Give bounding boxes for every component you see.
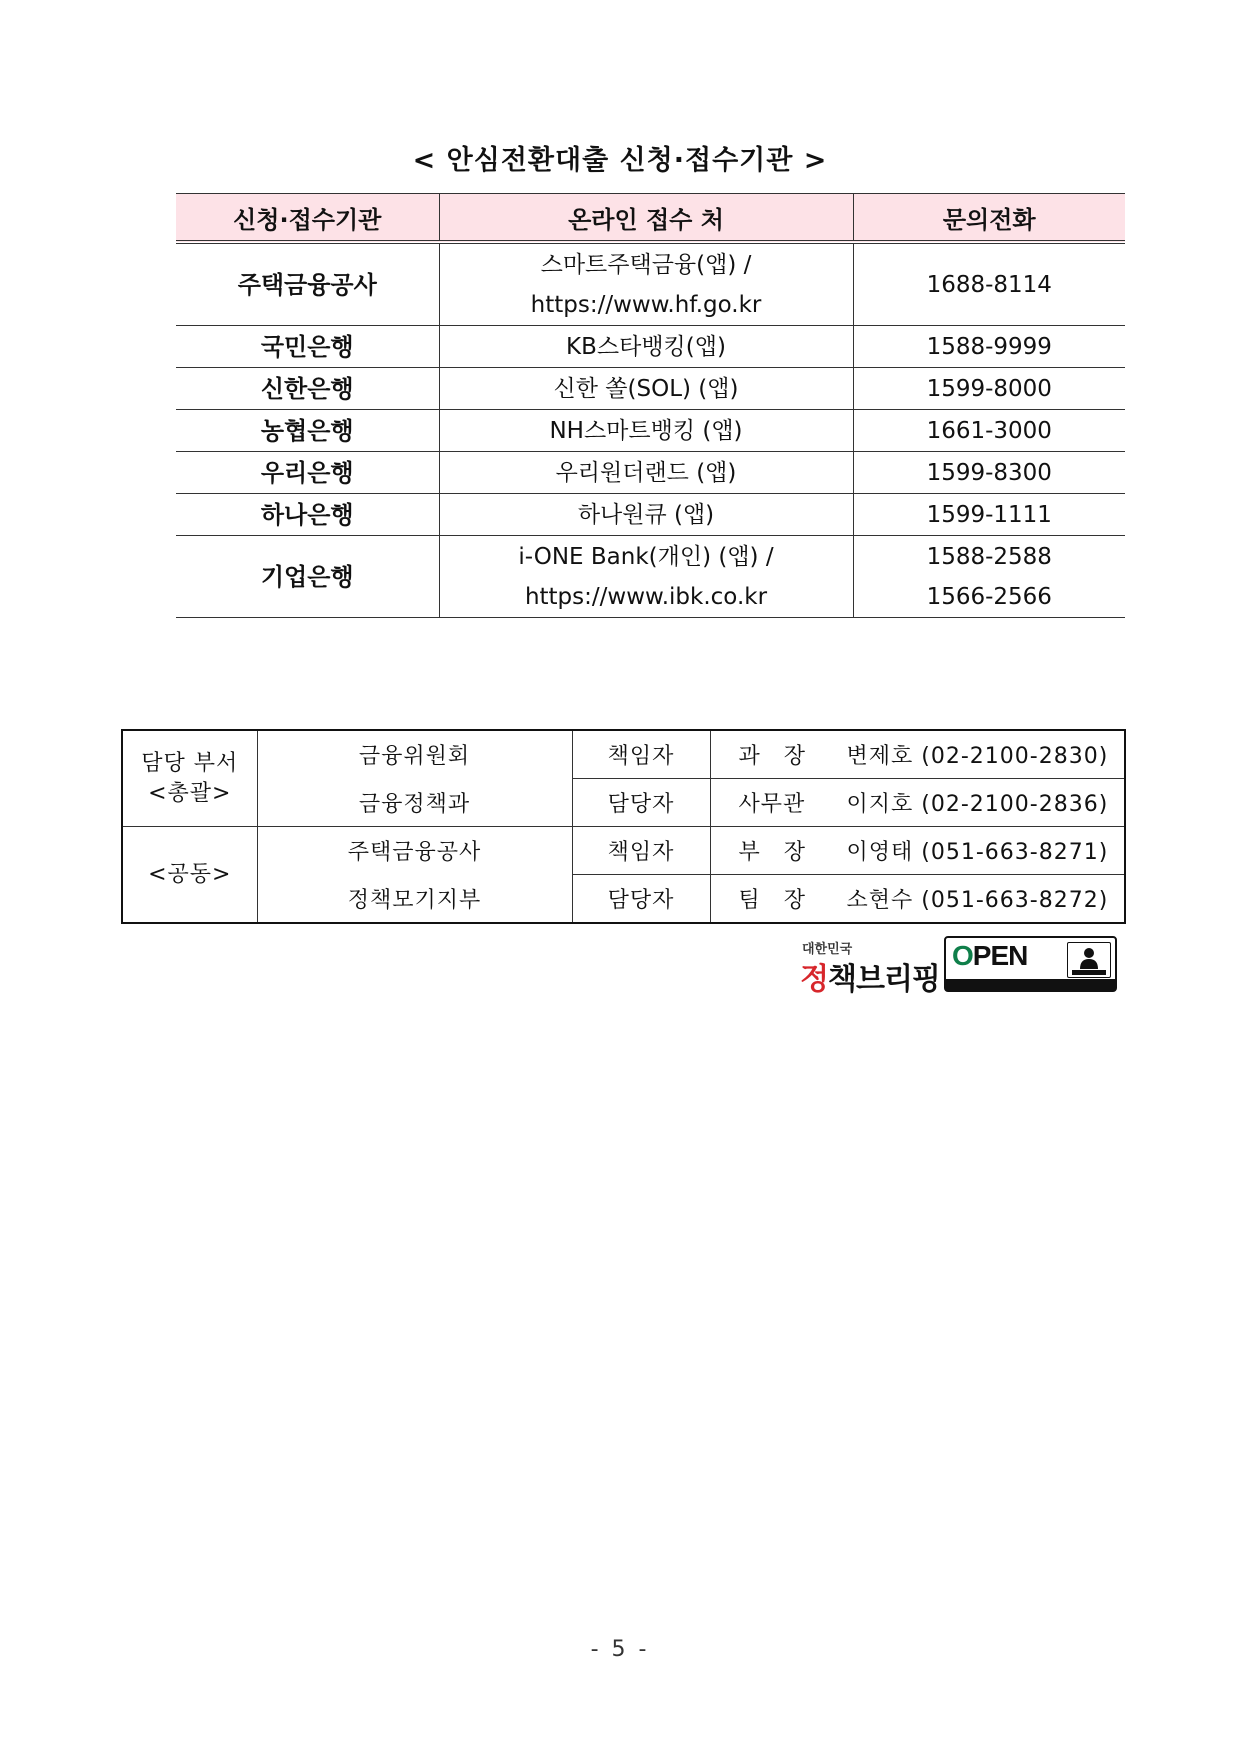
contact-table	[121, 729, 1126, 924]
org-cell: 금융정책과	[257, 779, 572, 827]
phone-number: 1599-8300	[853, 452, 1125, 494]
role-cell: 책임자	[572, 730, 710, 779]
header-online: 온라인 접수 처	[439, 194, 853, 243]
role-cell: 책임자	[572, 827, 710, 875]
person-cell: 팀 장 소현수 (051-663-8272)	[710, 875, 1125, 924]
org-name: 우리은행	[176, 452, 439, 494]
table-row	[176, 494, 1125, 536]
online-channel: NH스마트뱅킹 (앱)	[439, 410, 853, 452]
policy-briefing-logo: 대한민국 정책브리핑	[800, 942, 940, 997]
contact-phone: (02-2100-2836)	[921, 792, 1109, 817]
phone-number: 1599-8000	[853, 368, 1125, 410]
page-number: - 5 -	[590, 1637, 650, 1662]
table-row	[122, 730, 1125, 779]
table-row	[122, 779, 1125, 827]
online-channel: 하나원큐 (앱)	[439, 494, 853, 536]
org-name: 하나은행	[176, 494, 439, 536]
org-name: 신한은행	[176, 368, 439, 410]
org-cell: 정책모기지부	[257, 875, 572, 924]
department-cell: 담당 부서 <총괄>	[122, 730, 257, 827]
document-title: < 안심전환대출 신청·접수기관 >	[412, 145, 828, 176]
org-name: 기업은행	[176, 536, 439, 618]
url-link[interactable]: https://www.ibk.co.kr	[524, 583, 768, 610]
phone-number: 1661-3000	[853, 410, 1125, 452]
header-institution: 신청·접수기관	[176, 194, 439, 243]
department-cell: <공동>	[122, 827, 257, 924]
online-channel: 신한 쏠(SOL) (앱)	[439, 368, 853, 410]
org-name: 농협은행	[176, 410, 439, 452]
table-row	[176, 410, 1125, 452]
table-header-row	[176, 194, 1125, 243]
header-phone: 문의전화	[853, 194, 1125, 243]
table-row	[176, 536, 1125, 618]
phone-number: 1588-2588 1566-2566	[853, 536, 1125, 618]
org-name: 주택금융공사	[176, 242, 439, 326]
table-row	[176, 368, 1125, 410]
url-link[interactable]: https://www.hf.go.kr	[530, 291, 762, 318]
institutions-table	[176, 193, 1125, 618]
person-cell: 사무관 이지호 (02-2100-2836)	[710, 779, 1125, 827]
open-license-logo: OPEN	[944, 936, 1117, 992]
online-channel: i-ONE Bank(개인) (앱) / https://www.ibk.co.kr	[439, 536, 853, 618]
org-name: 국민은행	[176, 326, 439, 368]
role-cell: 담당자	[572, 779, 710, 827]
license-bar	[946, 979, 1115, 990]
table-row	[176, 326, 1125, 368]
contact-phone: (051-663-8272)	[921, 888, 1109, 913]
phone-number: 1688-8114	[853, 242, 1125, 326]
online-channel: KB스타뱅킹(앱)	[439, 326, 853, 368]
org-cell: 주택금융공사	[257, 827, 572, 875]
person-attribution-icon	[1067, 942, 1111, 978]
table-row	[122, 875, 1125, 924]
online-channel: 스마트주택금융(앱) / https://www.hf.go.kr	[439, 242, 853, 326]
table-row	[176, 452, 1125, 494]
org-cell: 금융위원회	[257, 730, 572, 779]
person-cell: 과 장 변제호 (02-2100-2830)	[710, 730, 1125, 779]
role-cell: 담당자	[572, 875, 710, 924]
phone-number: 1588-9999	[853, 326, 1125, 368]
contact-phone: (051-663-8271)	[921, 840, 1109, 865]
contact-phone: (02-2100-2830)	[921, 744, 1109, 769]
table-row	[122, 827, 1125, 875]
phone-number: 1599-1111	[853, 494, 1125, 536]
person-cell: 부 장 이영태 (051-663-8271)	[710, 827, 1125, 875]
online-channel: 우리원더랜드 (앱)	[439, 452, 853, 494]
table-row	[176, 242, 1125, 326]
